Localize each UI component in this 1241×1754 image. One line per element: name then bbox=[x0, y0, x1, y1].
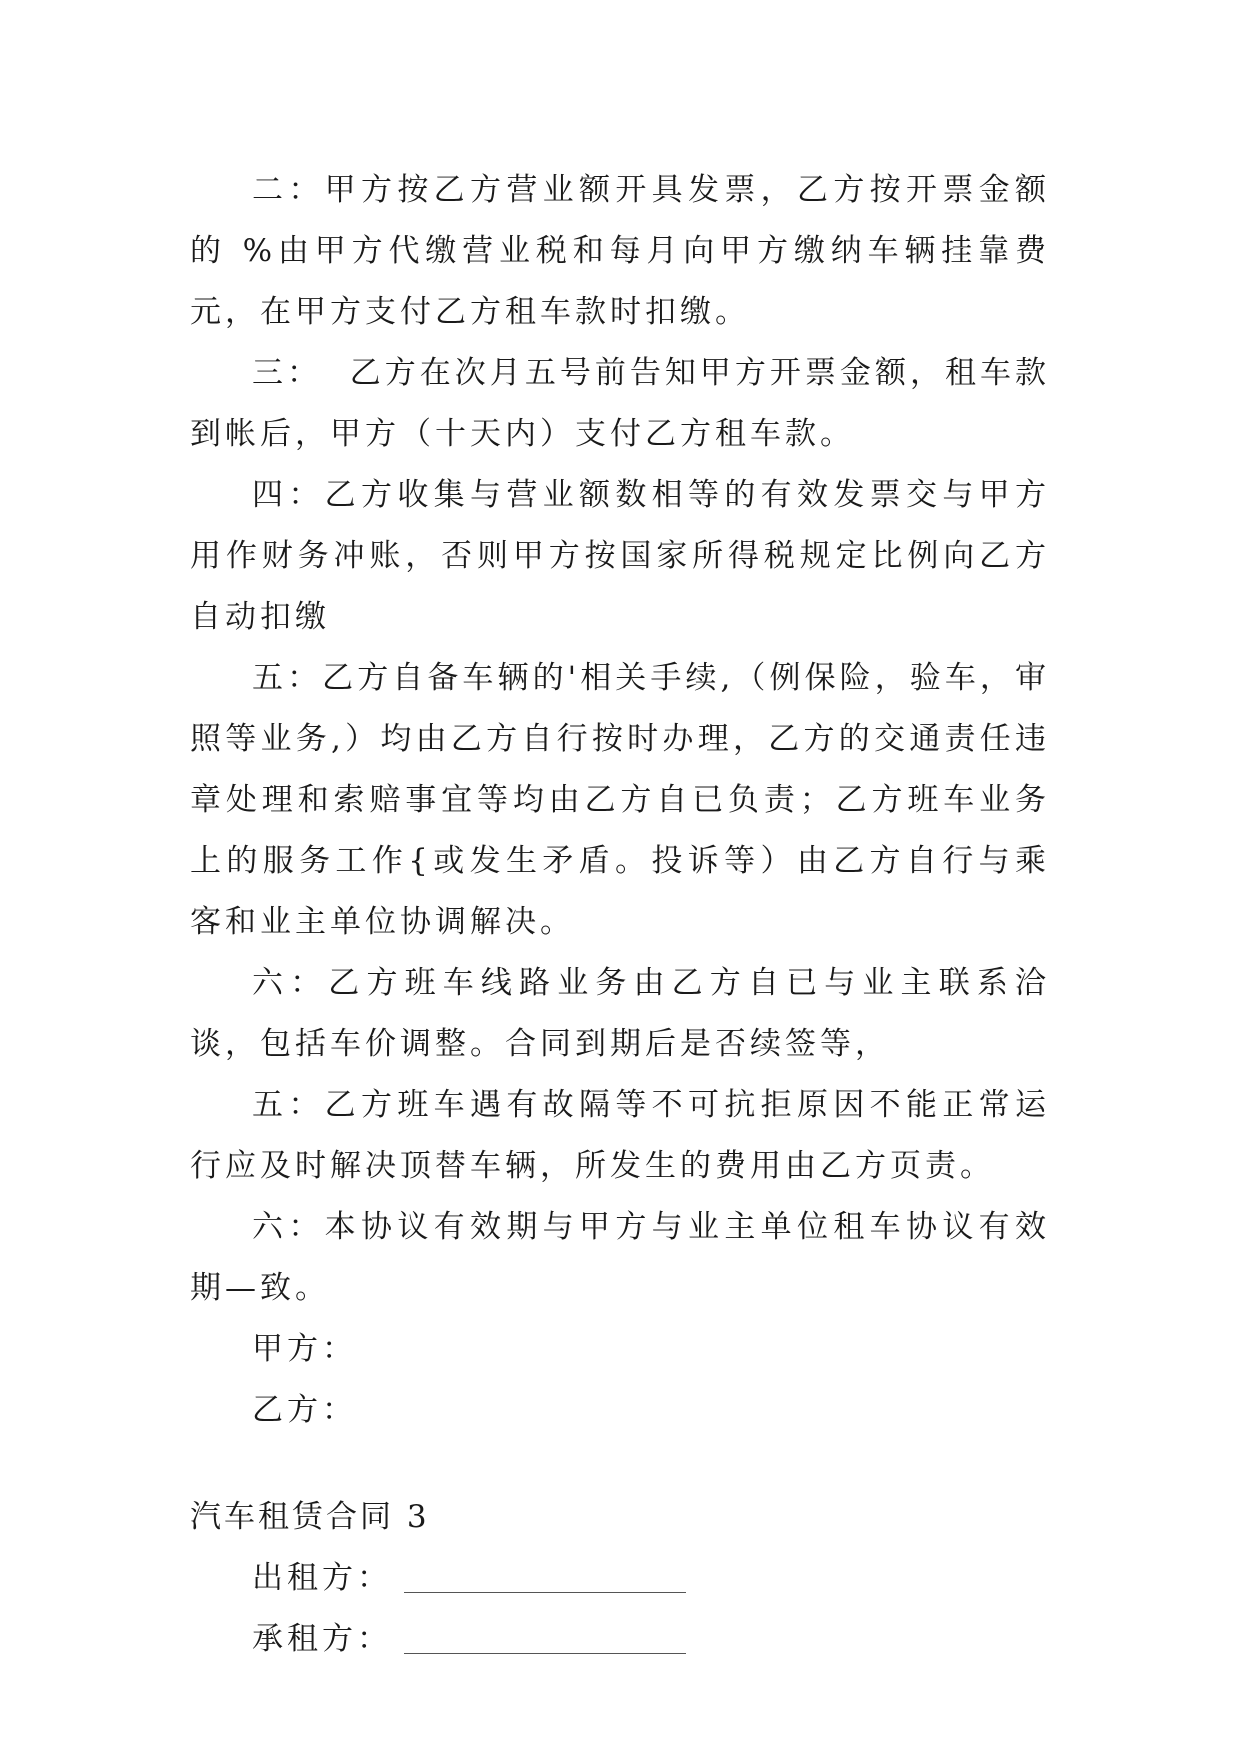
lessee-label: 承租方： bbox=[252, 1621, 392, 1657]
lessor-field bbox=[190, 1548, 1050, 1609]
section-gap bbox=[190, 1441, 1050, 1487]
clause-4-paragraph: 四：乙方收集与营业额数相等的有效发票交与甲方用作财务冲账，否则甲方按国家所得税规定比例向乙方自动扣缴 bbox=[190, 477, 1050, 635]
clause-6-paragraph: 六：乙方班车线路业务由乙方自已与业主联系洽谈，包括车价调整。合同到期后是否续签等， bbox=[190, 965, 1050, 1062]
clause-2-paragraph: 二：甲方按乙方营业额开具发票，乙方按开票金额的 %由甲方代缴营业税和每月向甲方缴纳车辆挂靠费 元，在甲方支付乙方租车款时扣缴。 bbox=[190, 172, 1078, 330]
lessee-blank-line bbox=[404, 1652, 686, 1654]
lessee-field bbox=[190, 1609, 1050, 1670]
clause-3-paragraph: 三： 乙方在次月五号前告知甲方开票金额，租车款到帐后，甲方（十天内）支付乙方租车款。 bbox=[190, 355, 1050, 452]
lessor-label: 出租方： bbox=[252, 1560, 392, 1596]
party-b-signature-label: 乙方： bbox=[252, 1392, 357, 1428]
contract-3-heading: 汽车租赁合同 3 bbox=[190, 1499, 430, 1535]
party-a-signature-label: 甲方： bbox=[252, 1331, 357, 1367]
clause-5-paragraph: 五：乙方自备车辆的'相关手续,（例保险，验车，审照等业务,）均由乙方自行按时办理，乙方的交通责任违章处理和索赔事宜等均由乙方自已负责；乙方班车业务上的服务工作{或发生矛盾。投诉等）由乙方自行与乘客和业主单位协调解决。 bbox=[190, 660, 1050, 940]
clause-5b-paragraph: 五：乙方班车遇有故隔等不可抗拒原因不能正常运行应及时解决顶替车辆，所发生的费用由乙方页责。 bbox=[190, 1087, 1050, 1184]
lessor-blank-line bbox=[404, 1591, 686, 1593]
clause-6b-paragraph: 六：本协议有效期与甲方与业主单位租车协议有效期—致。 bbox=[190, 1209, 1050, 1306]
document-body bbox=[190, 160, 1078, 1670]
